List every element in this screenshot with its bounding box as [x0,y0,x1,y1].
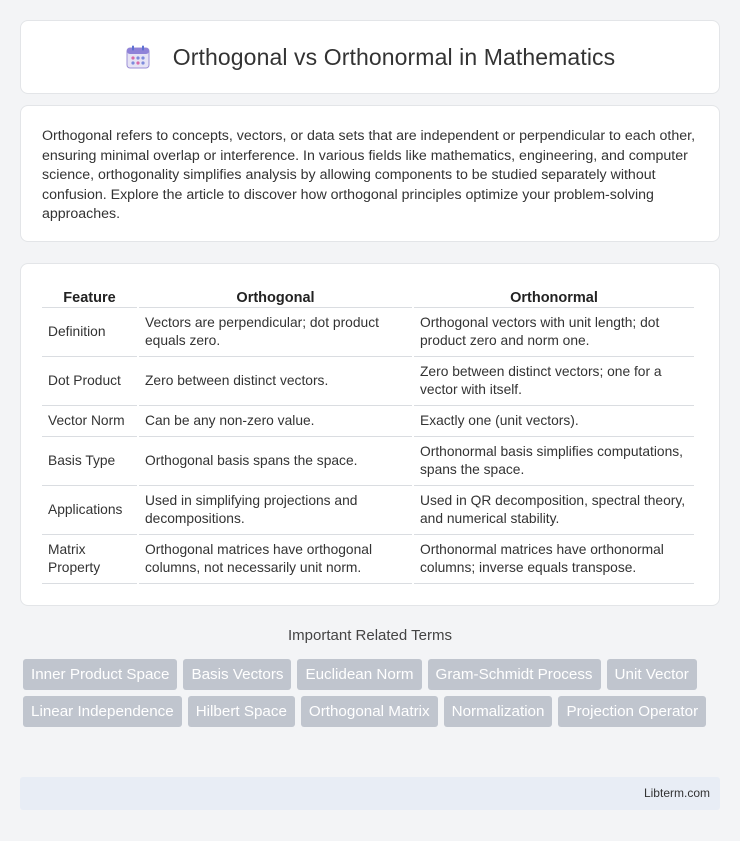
footer [20,777,720,810]
calendar-icon [125,44,151,70]
table-row [42,406,694,437]
orthonormal-cell: Orthonormal matrices have orthonormal columns; inverse equals transpose. [414,535,694,584]
related-term-tag[interactable]: Gram-Schmidt Process [428,659,601,690]
feature-cell: Matrix Property [42,535,137,584]
page-title: Orthogonal vs Orthonormal in Mathematics [172,43,616,70]
feature-cell: Definition [42,308,137,357]
feature-cell: Vector Norm [42,406,137,437]
related-terms-title: Important Related Terms [288,627,452,644]
table-header-row [42,284,694,308]
orthogonal-cell: Zero between distinct vectors. [139,357,412,406]
orthonormal-cell: Orthonormal basis simplifies computations, spans the space. [414,437,694,486]
orthogonal-cell: Used in simplifying projections and decompositions. [139,486,412,535]
header-orthogonal: Orthogonal [139,284,412,308]
feature-cell: Basis Type [42,437,137,486]
feature-cell: Dot Product [42,357,137,406]
footer-site-link[interactable]: Libterm.com [643,786,710,800]
table-row [42,308,694,357]
orthonormal-cell: Used in QR decomposition, spectral theory, and numerical stability. [414,486,694,535]
orthonormal-cell: Zero between distinct vectors; one for a vector with itself. [414,357,694,406]
related-term-tag[interactable]: Inner Product Space [23,659,177,690]
comparison-table-card [20,263,720,606]
related-term-tag[interactable]: Projection Operator [558,696,706,727]
related-term-tag[interactable]: Unit Vector [607,659,697,690]
orthonormal-cell: Orthogonal vectors with unit length; dot product zero and norm one. [414,308,694,357]
orthogonal-cell: Vectors are perpendicular; dot product equals zero. [139,308,412,357]
related-term-tag[interactable]: Linear Independence [23,696,182,727]
table-row [42,486,694,535]
header-feature: Feature [42,284,137,308]
header-orthonormal: Orthonormal [414,284,694,308]
related-terms-list [23,659,723,733]
related-term-tag[interactable]: Normalization [444,696,553,727]
orthonormal-cell: Exactly one (unit vectors). [414,406,694,437]
related-term-tag[interactable]: Euclidean Norm [297,659,421,690]
orthogonal-cell: Orthogonal matrices have orthogonal columns, not necessarily unit norm. [139,535,412,584]
feature-cell: Applications [42,486,137,535]
intro-card [20,105,720,242]
related-term-tag[interactable]: Basis Vectors [183,659,291,690]
related-term-tag[interactable]: Hilbert Space [188,696,295,727]
related-term-tag[interactable]: Orthogonal Matrix [301,696,438,727]
orthogonal-cell: Can be any non-zero value. [139,406,412,437]
table-row [42,437,694,486]
title-card [20,20,720,94]
intro-text: Orthogonal refers to concepts, vectors, or data sets that are independent or perpendicular to each other, ensuring minimal overlap or interference. In various fields like mathematics, engineering, and computer science, orthogonality simplifies analysis by allowing components to be studied separately without confusion. Explore the article to discover how orthogonal principles optimize your problem-solving approaches. [42,128,696,223]
table-row [42,357,694,406]
comparison-table [40,284,696,584]
orthogonal-cell: Orthogonal basis spans the space. [139,437,412,486]
table-row [42,535,694,584]
